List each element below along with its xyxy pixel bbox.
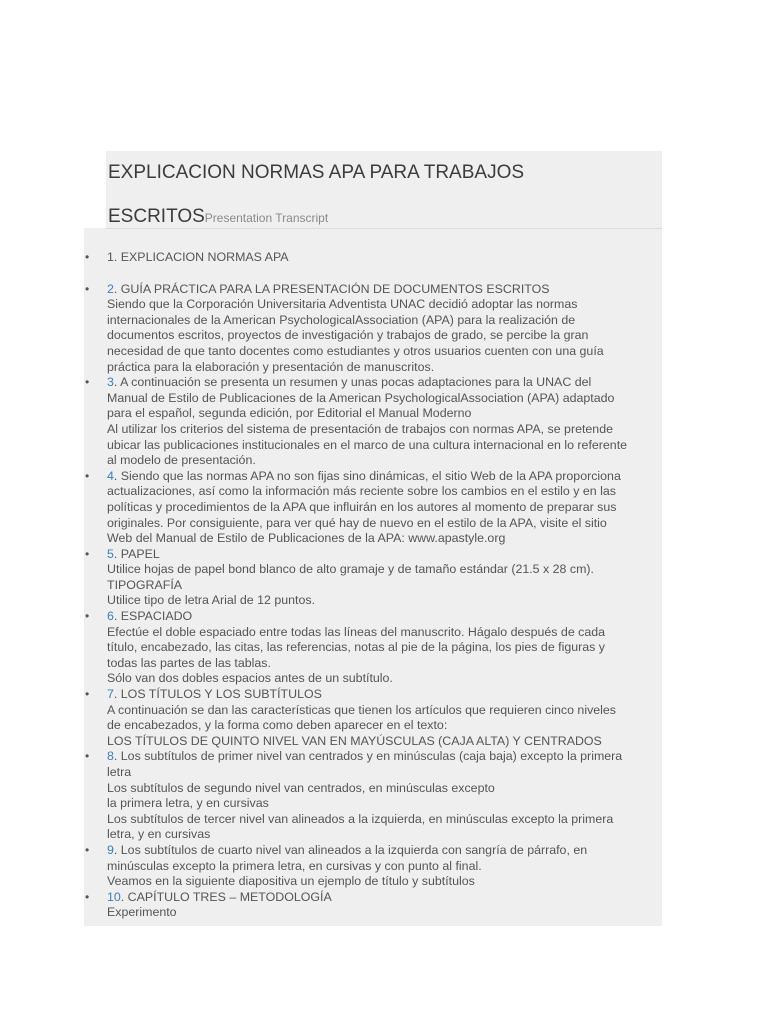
slide-line: al modelo de presentación. [107,453,256,468]
slide-line: título, encabezado, las citas, las referencias, notas al pie de la página, los pies de figuras y [107,640,605,655]
slide-line [107,890,662,906]
bullet-icon: • [85,687,90,702]
slide-line: Utilice hojas de papel bond blanco de alto gramaje y de tamaño estándar (21.5 x 28 cm). [107,562,594,577]
bullet-icon: • [85,375,90,390]
slide-line: práctica para la elaboración y presentación de manuscritos. [107,359,435,374]
slide-line: Utilice tipo de letra Arial de 12 puntos. [107,593,316,608]
slide-line: políticas y procedimientos de la APA que influirán en los autores al momento de preparar sus [107,499,617,514]
slide-item-9 [84,843,662,890]
slide-line: actualizaciones, así como la información más reciente sobre los cambios en el estilo y en las [107,484,616,499]
slide-number-link[interactable]: 6 [107,609,114,624]
bullet-icon: • [85,889,90,904]
slide-heading: . ESPACIADO [113,609,193,624]
slide-item-8 [84,749,662,843]
slide-line: Manual de Estilo de Publicaciones de la American PsychologicalAssociation (APA) adaptado [107,390,615,405]
slide-line: letra [107,765,132,779]
bullet-icon: • [85,546,90,561]
bullet-icon: • [85,468,90,483]
slide-line: Al utilizar los criterios del sistema de presentación de trabajos con normas APA, se pretende [107,421,613,436]
slide-heading: . Los subtítulos de primer nivel van centrados y en minúsculas (caja baja) excepto la primera [113,749,623,764]
slide-transcript-list [84,249,662,921]
slide-line: Experimento [107,905,177,920]
slide-line: Los subtítulos de segundo nivel van centrados, en minúsculas excepto [107,780,495,795]
slide-line: para el español, segunda edición, por Editorial el Manual Moderno [107,406,472,421]
slide-line [107,749,662,765]
bullet-icon: • [85,250,90,264]
slide-line: todas las partes de las tablas. [107,655,271,670]
slide-number-link[interactable]: 8 [107,749,114,764]
slide-line [107,609,662,625]
slide-line: Sólo van dos dobles espacios antes de un subtítulo. [107,671,393,686]
slide-heading: . PAPEL [113,546,160,561]
slide-heading: . LOS TÍTULOS Y LOS SUBTÍTULOS [113,687,322,702]
slide-item-1 [84,250,662,266]
slide-heading: . Siendo que las normas APA no son fijas sino dinámicas, el sitio Web de la APA proporciona [113,468,621,483]
slide-line [107,547,662,563]
slide-heading: . CAPÍTULO TRES – METODOLOGÍA [120,889,332,904]
slide-line: ubicar las publicaciones institucionales en el marco de una cultura internacional en lo referente [107,437,628,452]
slide-line [107,375,662,391]
slide-item-4 [84,469,662,547]
slide-item-7 [84,687,662,749]
presentation-transcript-label: Presentation Transcript [204,211,329,225]
slide-item-10 [84,890,662,921]
slide-line: letra, y en cursivas [107,827,211,842]
slide-line: Efectúe el doble espaciado entre todas las líneas del manuscrito. Hágalo después de cada [107,624,606,639]
page-title-line-1: EXPLICACION NORMAS APA PARA TRABAJOS [108,162,525,183]
slide-heading: . Los subtítulos de cuarto nivel van alineados a la izquierda con sangría de párrafo, en [113,842,588,857]
slide-item-5 [84,547,662,609]
slide-line: A continuación se dan las características que tienen los artículos que requieren cinco niveles [107,702,617,717]
slide-number-link[interactable]: 5 [107,546,114,561]
slide-number-link[interactable]: 10 [107,889,121,904]
page-title-line-2-text: ESCRITOS [108,206,205,227]
slide-line: LOS TÍTULOS DE QUINTO NIVEL VAN EN MAYÚSCULAS (CAJA ALTA) Y CENTRADOS [107,733,602,748]
slide-line: de encabezados, y la forma como deben aparecer en el texto: [107,718,448,733]
bullet-icon: • [85,842,90,857]
slide-line: Veamos en la siguiente diapositiva un ejemplo de título y subtítulos [107,874,475,889]
slide-line: necesidad de que tanto docentes como estudiantes y otros usuarios cuenten con una guía [107,343,604,358]
page-title-line-2 [108,195,658,240]
slide-heading: . A continuación se presenta un resumen y unas pocas adaptaciones para la UNAC del [113,375,592,390]
slide-line: internacionales de la American PsychologicalAssociation (APA) para la realización de [107,312,576,327]
slide-line: Siendo que la Corporación Universitaria Adventista UNAC decidió adoptar las normas [107,297,578,312]
slide-heading: . GUÍA PRÁCTICA PARA LA PRESENTACIÓN DE DOCUMENTOS ESCRITOS [113,281,550,296]
slide-item-6 [84,609,662,687]
slide-line: originales. Por consiguiente, para ver qué hay de nuevo en el estilo de la APA, visite el sitio [107,515,607,530]
slide-number-link[interactable]: 9 [107,842,114,857]
slide-number-link[interactable]: 4 [107,468,114,483]
slide-line: la primera letra, y en cursivas [107,796,269,811]
slide-line: documentos escritos, proyectos de investigación y trabajos de grado, se percibe la gran [107,328,589,343]
slide-line: Web del Manual de Estilo de Publicaciones de la APA: www.apastyle.org [107,531,506,546]
slide-line: minúsculas excepto la primera letra, en cursivas y con punto al final. [107,858,482,873]
slide-line [107,843,662,859]
page-title [108,151,658,240]
bullet-icon: • [85,749,90,764]
slide-number-link[interactable]: 3 [107,375,114,390]
slide-line [107,282,662,298]
slide-number-link[interactable]: 2 [107,281,114,296]
slide-line: Los subtítulos de tercer nivel van alineados a la izquierda, en minúsculas excepto la primera [107,811,614,826]
slide-item-3 [84,375,662,469]
slide-line [107,469,662,485]
slide-item-2 [84,282,662,376]
slide-number-link[interactable]: 7 [107,687,114,702]
bullet-icon: • [85,281,90,296]
slide-line: TIPOGRAFÍA [107,577,183,592]
slide-line [107,687,662,703]
slide-heading: 1. EXPLICACION NORMAS APA [107,250,289,264]
bullet-icon: • [85,609,90,624]
